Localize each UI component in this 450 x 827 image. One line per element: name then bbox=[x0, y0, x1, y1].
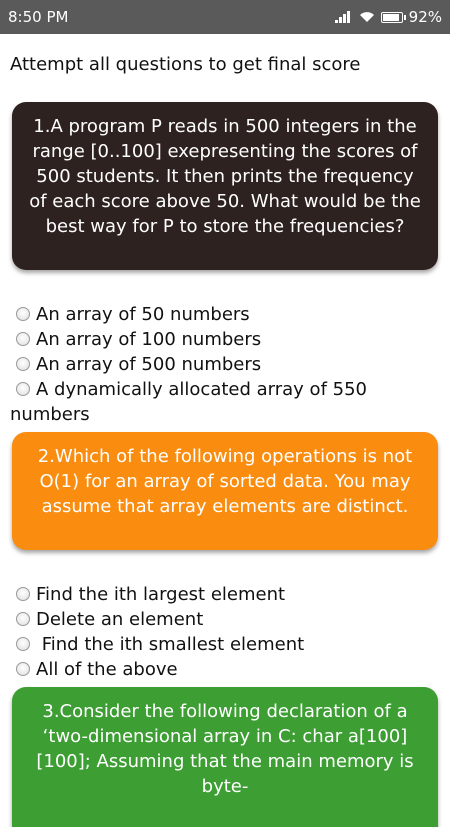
radio-button-icon[interactable] bbox=[16, 382, 30, 396]
status-icons bbox=[335, 8, 442, 26]
option-label: An array of 50 numbers bbox=[36, 304, 250, 325]
option-1-3[interactable] bbox=[10, 352, 440, 377]
option-label: A dynamically allocated array of 550 numbers bbox=[10, 379, 367, 425]
radio-button-icon[interactable] bbox=[16, 357, 30, 371]
radio-button-icon[interactable] bbox=[16, 612, 30, 626]
radio-button-icon[interactable] bbox=[16, 587, 30, 601]
option-label: Find the ith smallest element bbox=[36, 634, 305, 655]
option-label: An array of 500 numbers bbox=[36, 354, 262, 375]
option-2-3[interactable] bbox=[10, 632, 440, 657]
cell-signal-icon bbox=[335, 11, 353, 23]
radio-button-icon[interactable] bbox=[16, 307, 30, 321]
status-bar bbox=[0, 0, 450, 34]
battery-percent: 92% bbox=[408, 8, 442, 26]
options-group-1 bbox=[10, 302, 440, 427]
question-text: 2.Which of the following operations is not O(1) for an array of sorted data. You may assume that array elements are distinct. bbox=[37, 446, 413, 517]
question-card-3 bbox=[12, 687, 438, 827]
option-label: All of the above bbox=[36, 659, 178, 680]
question-text: 3.Consider the following declaration of a ‘two-dimensional array in C: char a[100][100]; Assuming that the main memory is byte- bbox=[36, 701, 414, 797]
option-2-4[interactable] bbox=[10, 657, 440, 682]
options-group-2 bbox=[10, 582, 440, 682]
battery-icon bbox=[381, 12, 403, 23]
question-text: 1.A program P reads in 500 integers in the range [0..100] exepresenting the scores of 500 students. It then prints the frequency of each score above 50. What would be the best way for P to store the frequencies? bbox=[29, 116, 421, 237]
option-label: Find the ith largest element bbox=[36, 584, 286, 605]
radio-button-icon[interactable] bbox=[16, 662, 30, 676]
status-time: 8:50 PM bbox=[8, 8, 69, 26]
option-2-2[interactable] bbox=[10, 607, 440, 632]
question-card-2 bbox=[12, 432, 438, 550]
option-label: Delete an element bbox=[36, 609, 204, 630]
option-1-1[interactable] bbox=[10, 302, 440, 327]
question-card-1 bbox=[12, 102, 438, 270]
intro-text: Attempt all questions to get final score bbox=[10, 54, 361, 75]
radio-button-icon[interactable] bbox=[16, 637, 30, 651]
option-2-1[interactable] bbox=[10, 582, 440, 607]
option-1-2[interactable] bbox=[10, 327, 440, 352]
wifi-icon bbox=[359, 11, 375, 23]
option-label: An array of 100 numbers bbox=[36, 329, 262, 350]
option-1-4[interactable] bbox=[10, 377, 440, 427]
radio-button-icon[interactable] bbox=[16, 332, 30, 346]
